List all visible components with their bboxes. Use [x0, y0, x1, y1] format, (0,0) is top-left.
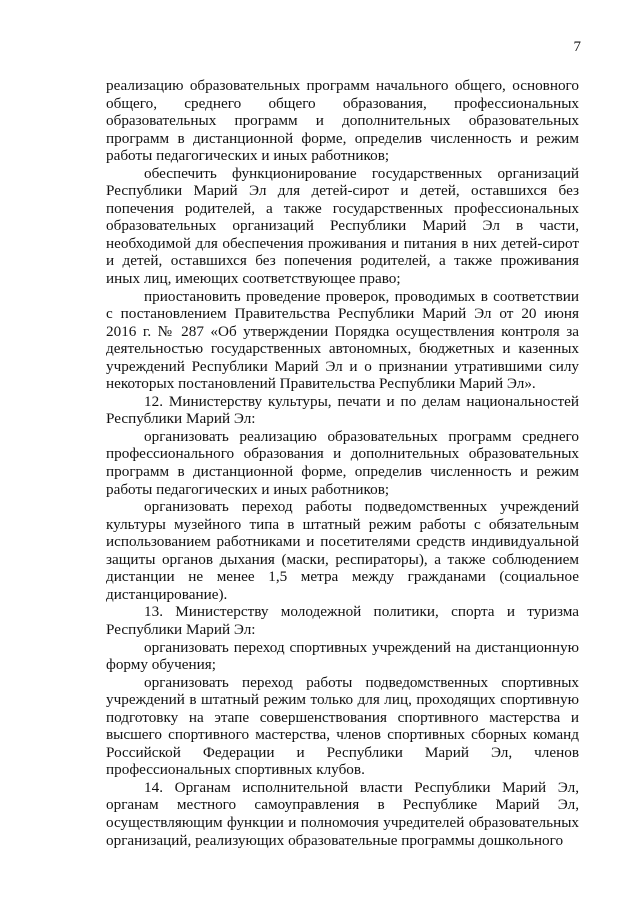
paragraph-education-programs: реализацию образовательных программ начального общего, основного общего, среднего общего образования, профессиональных образовательных программ и дополнительных образовательных программ в дистанционной форме, определив численность и режим работы педагогических и иных работников; [106, 77, 579, 165]
paragraph-orphan-organizations: обеспечить функционирование государственных организаций Республики Марий Эл для детей-сирот и детей, оставшихся без попечения родителей, а также государственных профессиональных образовательных организаций Республики Марий Эл в части, необходимой для обеспечения проживания и питания в них детей-сирот и детей, оставшихся без попечения родителей, а также проживания иных лиц, имеющих соответствующее право; [106, 164, 579, 288]
paragraph-sports-transition: организовать переход работы подведомственных спортивных учреждений в штатный режим только для лиц, проходящих спортивную подготовку на этапе совершенствования спортивного мастерства и высшего спортивного мастерства, членов спортивных сборных команд Российской Федерации и Республики Марий Эл, членов профессиональных спортивных клубов. [106, 673, 579, 779]
paragraph-suspend-inspections: приостановить проведение проверок, проводимых в соответствии с постановлением Правительства Республики Марий Эл от 20 июня 2016 г. № 287 «Об утверждении Порядка осуществления контроля за деятельностью государственных автономных, бюджетных и казенных учреждений Республики Марий Эл и о признании утратившими силу некоторых постановлений Правительства Республики Марий Эл». [106, 287, 579, 393]
paragraph-item-12: 12. Министерству культуры, печати и по делам национальностей Республики Марий Эл: [106, 392, 579, 428]
page-number: 7 [573, 39, 581, 55]
paragraph-sports-remote: организовать переход спортивных учреждений на дистанционную форму обучения; [106, 638, 579, 674]
paragraph-item-14: 14. Органам исполнительной власти Республики Марий Эл, органам местного самоуправления в Республике Марий Эл, осуществляющим функции и полномочия учредителей образовательных организаций, реализующих образовательные программы дошкольного [106, 778, 579, 849]
paragraph-culture-education: организовать реализацию образовательных программ среднего профессионального образования и дополнительных образовательных программ в дистанционной форме, определив численность и режим работы педагогических и иных работников; [106, 427, 579, 498]
paragraph-item-13: 13. Министерству молодежной политики, спорта и туризма Республики Марий Эл: [106, 603, 579, 638]
document-body [106, 77, 579, 849]
paragraph-museum-transition: организовать переход работы подведомственных учреждений культуры музейного типа в штатный режим работы с обязательным использованием работниками и посетителями средств индивидуальной защиты органов дыхания (маски, респираторы), а также соблюдением дистанции не менее 1,5 метра между гражданами (социальное дистанцирование). [106, 498, 579, 603]
